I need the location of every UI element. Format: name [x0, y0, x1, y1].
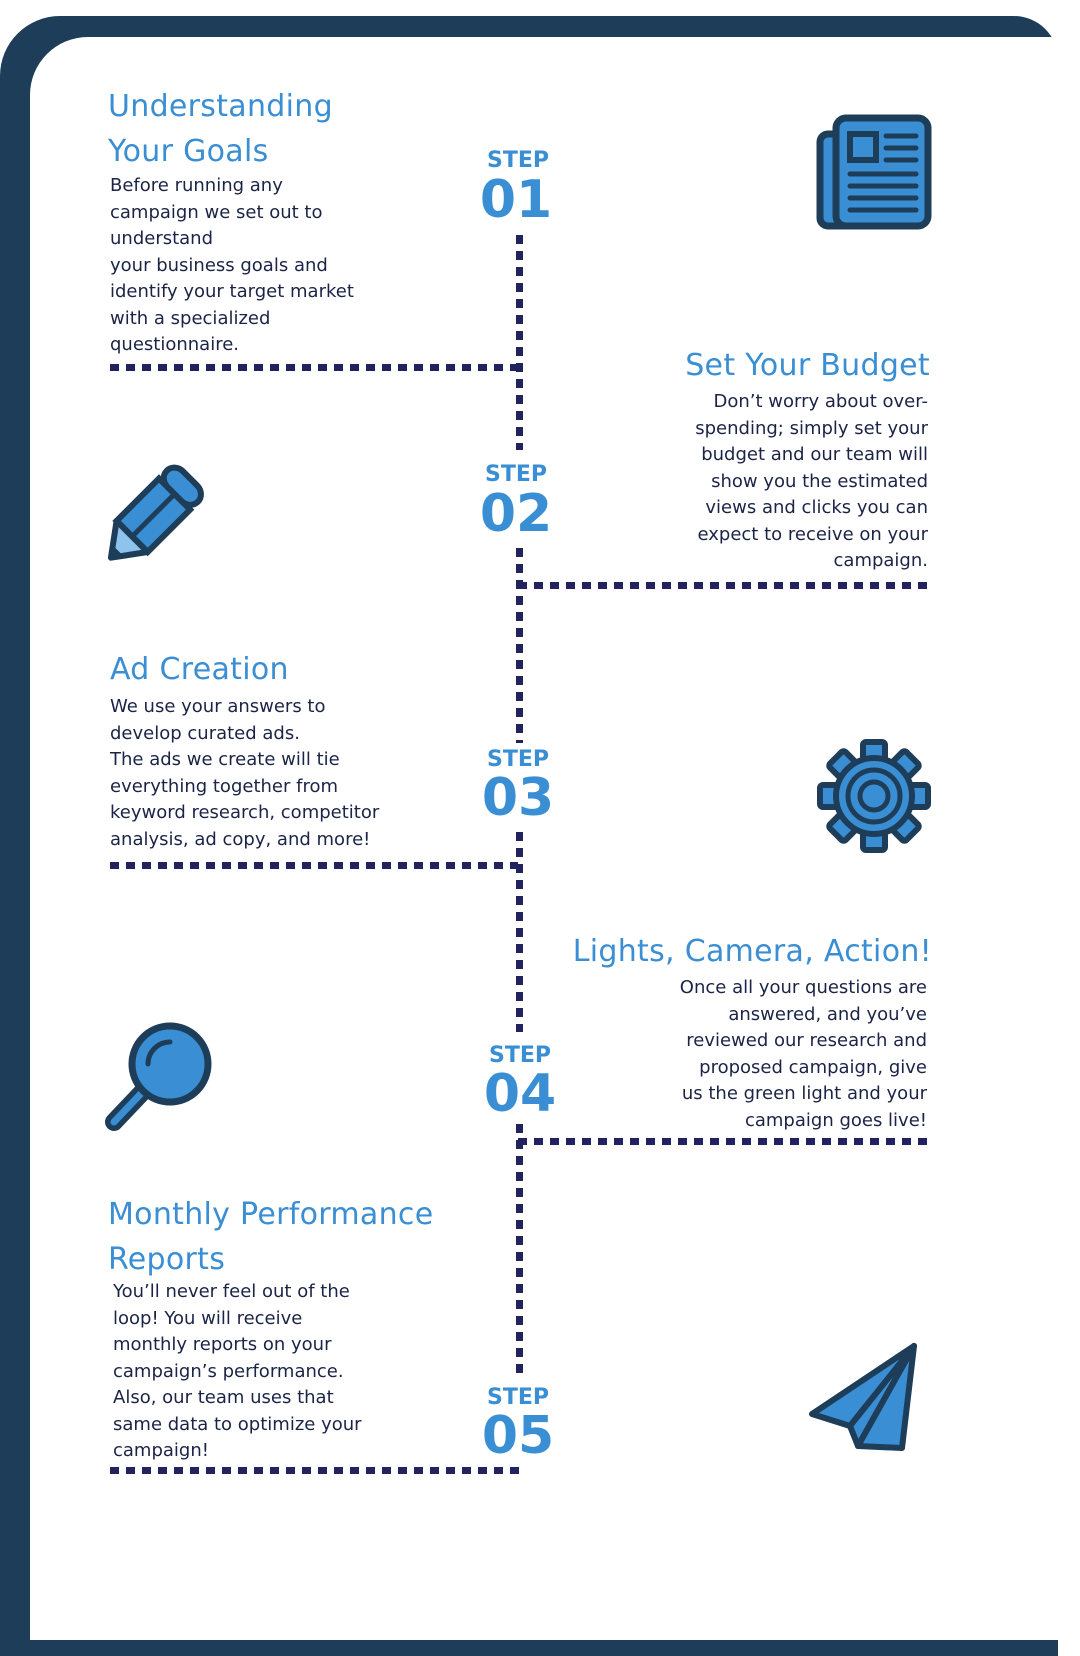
step-01-label: STEP — [486, 148, 549, 173]
connector-step-01 — [110, 364, 518, 371]
newspaper-icon — [816, 114, 934, 230]
step-01-title-line1: Understanding — [108, 89, 333, 124]
paper-plane-icon — [806, 1340, 924, 1456]
step-05-title-line2: Reports — [108, 1242, 226, 1277]
timeline-segment — [516, 235, 523, 450]
step-04-label: STEP — [488, 1043, 551, 1068]
step-01-title-line2: Your Goals — [108, 134, 269, 169]
step-04-title: Lights, Camera, Action! — [572, 934, 932, 969]
step-05-title — [108, 1192, 433, 1282]
step-02-description: Don’t worry about over- spending; simply set your budget and our team will show you the estimated views and clicks you can expect to receive on your campaign. — [695, 391, 928, 571]
magnifying-glass-icon — [100, 1020, 216, 1136]
step-05-label: STEP — [486, 1385, 549, 1410]
gear-icon — [816, 738, 932, 854]
step-03-title: Ad Creation — [110, 652, 289, 687]
step-03-number: 03 — [481, 768, 555, 828]
step-05-number: 05 — [481, 1406, 555, 1466]
step-01-number: 01 — [479, 170, 553, 230]
step-05-title-line1: Monthly Performance — [108, 1197, 434, 1232]
connector-step-04 — [518, 1138, 930, 1145]
step-03-label: STEP — [486, 747, 549, 772]
step-02-number: 02 — [479, 484, 553, 544]
connector-step-03 — [110, 862, 518, 869]
step-05-description: You’ll never feel out of the loop! You will receive monthly reports on your campaign’s performance. Also, our team uses that same data to optimize your campaign! — [113, 1281, 362, 1461]
step-02-title: Set Your Budget — [685, 348, 930, 383]
timeline-segment — [516, 548, 523, 743]
step-04-description: Once all your questions are answered, and you’ve reviewed our research and proposed campaign, give us the green light and your campaign goes live! — [679, 977, 927, 1131]
pencil-icon — [100, 454, 218, 568]
step-01-description: Before running any campaign we set out to understand your business goals and identify your target market with a specialized questionnaire. — [110, 175, 354, 355]
step-02-label: STEP — [484, 462, 547, 487]
step-04-number: 04 — [483, 1064, 557, 1124]
step-01-title — [108, 84, 333, 174]
connector-step-02 — [518, 582, 930, 589]
connector-step-05 — [110, 1467, 522, 1474]
timeline-segment — [516, 1124, 523, 1378]
step-03-description: We use your answers to develop curated ads. The ads we create will tie everything together from keyword research, competitor analysis, ad copy, and more! — [110, 696, 380, 850]
